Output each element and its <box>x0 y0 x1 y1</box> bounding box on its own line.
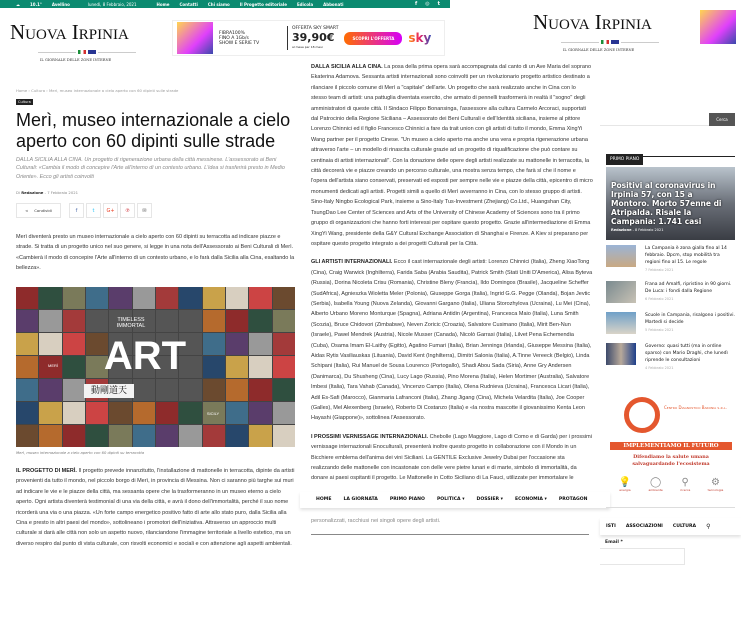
paragraph-text: Ecco il cast internazionale degli artisti: Lorenzo Chinnici (Italia), Zheng XiaoTong (Cina), Craig Warwick (Inghilterra), Farida Saba (Arabia Saudita), Patrick Smith (Stati Uniti D'America), Alisa Byteva (Russia), Dorina Nicoleta Crisu (Romania), Christine Bleny (Francia), Ildo Domingos (Brasile), Jacqueline Scheffer (SudAfrica), Agnieszka Wioletta Meler (Polonia), Giuseppe Gorga (Italia), Ingrid G.G. Pegge (Olanda), Bojan Jevtic (Serbia), Isabella Young (Nuova Zelanda), Giovanni Gargano (Italia), Uliana Storozhylova (Ucraina), Lu Mei (Cina), Alberto Urbano Moreno Monturque (Spagna), Adriana Antidin (Argentina), Francesca Maio (Italia), Luna Smith (Scozia), Bruce Chidovori (Zimbabwe), Neven Zoricic (Croazia), Salvatore Cusimano (Italia), Mirit Ben-Nun (Israele), Pawel Mendrek (Austria), Nicole Musser (Canada), Nicolò Garrasi (Italia), Lilvet Pena Echemendia (Cuba), Osama Imam El-Laithy (Egitto), Agatino Fumari (Italia), Brian Jennings (Irlanda), Giuseppe Messina (Italia), Aidas Rytis Vasiliauskas (Lituania), David Kent (Inghilterra), Dimitri Salonia (Italia), A.Tinne Vereeck (Belgio), Linda Schipani (Italia), Rui Manuel de Sousa Lourenco (Portogallo), Shadi Abou Sada (Siria), Anne Gry Andersen (Danimarca), Du Shusheng (Cina), Lucy Lago (Russia), Pino Morena (Italia), Helen Mortimer (Australia), Salvatore Imbesi (Italia), Tara Vahab (Canada), Vincenzo Campo (Italia), Olena Rudnieva (Ucraina), Francesca Licari (Italia), Adil Es-Safi (Marocco), Gianmaria Lafranconi (Italia), Zhang Jigang (Cina), Michela Velardita (Italia), Joe Cooper (Galles), Mel Alexenberg (Israele), Roberto Di Costanzo (Italia) e «la nostra mascotte il giovanissimo Kenta Leon Hayashi (Giappone)», sottolinea l'Assessorato. <box>311 259 593 422</box>
mosaic-tile <box>273 310 295 332</box>
article-paragraph-end: personalizzati, racchiusi nei singoli opere degli artisti. <box>311 517 441 524</box>
current-date: lunedì, 8 Febbraio, 2021 <box>87 1 137 7</box>
list-item-date: 4 Febbraio 2021 <box>645 366 674 370</box>
mosaic-tile <box>63 402 85 424</box>
primo-piano-header <box>606 145 735 162</box>
primo-piano-list <box>606 245 735 370</box>
site-logo-right[interactable]: Nuova Irpinia IL GIORNALE DELLE ZONE INTERNE <box>533 10 659 52</box>
mosaic-tile <box>63 333 85 355</box>
mosaic-tile <box>63 379 85 401</box>
mosaic-tile <box>273 356 295 378</box>
paragraph-text: Chebolle (Lago Maggiore, Lago di Como e di Garda) per i prossimi vernissage internazionali Enoculturali, presenterà inoltre questo progetto in collaborazione con il Mondo in un Bicchiere emblema dell'anima dei vini Siciliani. La GENTILE Exclusive Jewelry Dubai per l'occasione sta realizzando delle mattonelle con incastonate con delle vere pietre lunari e di marte, simbolo di immortalità, da donare ai paesi ospitanti il progetto. Le Mattonelle in Cotto Siciliano di La Fauci, utilizzate per immortalare le <box>311 433 592 482</box>
ad-line: FINO A 1Gb/s <box>219 35 249 41</box>
article-continuation <box>311 62 593 535</box>
instagram-icon[interactable]: ◎ <box>425 1 430 7</box>
facebook-share-icon[interactable]: f <box>69 203 84 218</box>
share-label: Condividi <box>34 208 52 213</box>
mosaic-tile <box>226 425 248 447</box>
thumbnail <box>606 312 636 334</box>
image-text-meri: MERÌ <box>48 363 58 368</box>
divider <box>311 534 589 535</box>
facebook-icon[interactable]: f <box>415 1 418 7</box>
ad-company: Centro Diagnostico Baronia s.r.l. <box>664 405 727 410</box>
mosaic-tile <box>226 402 248 424</box>
featured-date: 8 Febbraio 2021 <box>634 228 664 232</box>
list-item-date: 5 Febbraio 2021 <box>645 328 674 332</box>
email-share-icon[interactable]: ✉ <box>137 203 152 218</box>
breadcrumb-current: Merì, museo internazionale a cielo aperto con 60 dipinti sulle strade <box>49 88 179 93</box>
mosaic-tile <box>249 333 271 355</box>
mosaic-tile <box>249 287 271 309</box>
mosaic-tile <box>273 379 295 401</box>
mosaic-tile <box>179 310 201 332</box>
ad-image-right[interactable] <box>700 10 736 44</box>
mosaic-tile <box>249 402 271 424</box>
paragraph-heading: IL PROGETTO DI MERÌ. <box>16 468 77 474</box>
list-item[interactable] <box>606 312 735 334</box>
email-field[interactable] <box>600 548 685 565</box>
mosaic-tile <box>109 402 131 424</box>
paragraph-text: Il progetto prevede innanzitutto, l'installazione di mattonelle in terracotta, dipinte da artisti provenienti da tutto il mondo, nel piccolo borgo di Merì, in provincia di Messina. Non ci saranno più targhe sui muri ad indicare le vie e le piazze della città, ma sessanta opere che la trasformeranno in un museo eterno a cielo aperto. Ogni artista diventerà testimonial di una via della città, e avrà il dono dell'immortalità, perché il suo nome ricorderà una via o una piazza. «Un forte campo energetico positivo fatto di arte allo stato puro, dalla Sicilia alla Cina e presto in altri paesi del mondo», sottolineano i promotori dell'iniziativa. Attraverso un approccio multi culturale si darà alle città non solo un aspetto nuovo, rilanciandone l'immagine territoriale a livello estetico, ma un diverso respiro dal punto di vista culturale, con risvolti economici e sociali e con attenzione agli aspetti ambientali. <box>16 468 295 547</box>
image-caption: Merì, museo internazionale a cielo aperto con 60 dipinti su terracotta <box>16 451 145 455</box>
author-link[interactable]: Redazione <box>21 190 44 195</box>
mosaic-tile <box>203 425 225 447</box>
mosaic-tile <box>16 379 38 401</box>
ad-cta-button[interactable]: SCOPRI L'OFFERTA <box>344 32 402 45</box>
category-badge[interactable]: Cultura <box>18 100 31 104</box>
by-prefix: Di <box>16 190 20 195</box>
nav-economia[interactable]: ECONOMIA ▾ <box>514 497 547 503</box>
ad-line: FIBRA100% <box>219 30 245 36</box>
mosaic-tile <box>39 310 61 332</box>
mosaic-tile <box>86 402 108 424</box>
ad-logo-icon <box>624 397 660 433</box>
mosaic-tile <box>273 287 295 309</box>
list-item[interactable] <box>606 281 735 303</box>
mosaic-tile <box>156 287 178 309</box>
list-item-date: 6 Febbraio 2021 <box>645 297 674 301</box>
mosaic-tile <box>16 333 38 355</box>
image-text-sicily: SICILY <box>206 411 220 416</box>
mosaic-tile <box>86 425 108 447</box>
mosaic-tile <box>109 425 131 447</box>
weather-temp: 10.1° <box>30 1 42 7</box>
mosaic-tile <box>156 310 178 332</box>
mosaic-tile <box>16 287 38 309</box>
drop-icon: ◯ ambiente <box>648 477 663 492</box>
ad-icon-label: ricerca <box>680 488 691 492</box>
ad-slogan: Difendiamo la salute umana salvaguardando l'ecosistema <box>632 454 710 467</box>
list-item-date: 7 Febbraio 2021 <box>645 268 674 272</box>
ad-offer: OFFERTA SKY SMART <box>292 26 339 31</box>
mosaic-tile <box>226 287 248 309</box>
flags-icon <box>561 40 659 44</box>
breadcrumb: Home › Cultura › Merì, museo internazionale a cielo aperto con 60 dipinti sulle strade <box>16 88 179 93</box>
nav-politica[interactable]: POLITICA ▾ <box>436 497 465 503</box>
secondary-nav <box>600 518 741 535</box>
top-link-progetto[interactable]: Il Progetto editoriale <box>239 1 287 7</box>
mosaic-tile <box>249 356 271 378</box>
top-link-abbonati[interactable]: Abbonati <box>323 1 344 7</box>
thumbnail <box>606 281 636 303</box>
share-icon: < <box>25 208 29 213</box>
mosaic-tile <box>203 356 225 378</box>
top-link-home[interactable]: Home <box>156 1 170 7</box>
featured-title[interactable]: Positivi al coronavirus in Irpinia 57, con 15 a Montoro. Morto 57enne di Atripalda. Risale la Campania: 1.741 casi <box>611 181 722 226</box>
breadcrumb-cultura[interactable]: Cultura <box>31 88 46 93</box>
article-paragraph <box>311 62 593 249</box>
mosaic-tile <box>133 379 155 401</box>
mosaic-tile <box>179 425 201 447</box>
ad-icon-label: ambiente <box>648 488 663 492</box>
section-title: PRIMO PIANO <box>606 154 643 165</box>
mosaic-tile <box>273 333 295 355</box>
mosaic-tile <box>63 310 85 332</box>
search-icon[interactable]: ⚲ <box>706 523 711 530</box>
mosaic-tile <box>226 333 248 355</box>
mosaic-tile <box>63 356 85 378</box>
top-bar <box>0 0 450 8</box>
mosaic-tile <box>156 402 178 424</box>
mosaic-tile <box>16 425 38 447</box>
mosaic-tile <box>156 379 178 401</box>
email-label: Email * <box>605 540 623 545</box>
list-item[interactable] <box>606 245 735 272</box>
mosaic-tile <box>273 402 295 424</box>
list-item-title[interactable]: Frana ad Amalfi, ripristino in 90 giorni. De Luca: i fondi dalla Regione <box>645 282 732 294</box>
mosaic-tile <box>249 425 271 447</box>
ad-headline: IMPLEMENTIAMO IL FUTURO <box>610 442 732 450</box>
ad-line: SHOW E SERIE TV <box>219 40 260 46</box>
mosaic-tile <box>16 310 38 332</box>
paragraph-heading: GLI ARTISTI INTERNAZIONALI. <box>311 259 393 266</box>
mosaic-tile <box>39 379 61 401</box>
flags-icon <box>38 50 136 54</box>
mosaic-tile <box>133 287 155 309</box>
search-input[interactable] <box>600 113 709 126</box>
mosaic-tile <box>203 333 225 355</box>
ad-note: al mese per 18 mesi <box>292 45 323 49</box>
list-item-title[interactable]: Governo: quasi tutti (ma in ordine sparso) con Mario Draghi, che lunedì riprende le consultazioni <box>645 344 728 363</box>
nav-home[interactable]: HOME <box>316 497 332 503</box>
image-text-timeless <box>108 317 154 329</box>
mosaic-tile <box>226 379 248 401</box>
mosaic-tile <box>179 287 201 309</box>
ad-icon-label: energia <box>619 488 631 492</box>
mosaic-tile <box>156 425 178 447</box>
nav-protagonisti[interactable]: PROTAGON <box>558 497 588 503</box>
mosaic-tile <box>63 425 85 447</box>
weather-city: Avellino <box>51 1 70 7</box>
nav-cultura[interactable]: CULTURA <box>672 524 697 529</box>
mosaic-tile <box>203 287 225 309</box>
mosaic-tile <box>109 287 131 309</box>
image-text: IMMORTAL <box>116 323 146 329</box>
mosaic-tile <box>86 287 108 309</box>
weather-icon: ☁ <box>16 1 20 7</box>
top-link-edicola[interactable]: Edicola <box>296 1 314 7</box>
sky-ad-banner[interactable] <box>172 20 445 56</box>
mosaic-tile <box>39 287 61 309</box>
mosaic-tile <box>133 425 155 447</box>
google-plus-share-icon[interactable]: G+ <box>103 203 118 218</box>
article-paragraph <box>311 432 593 484</box>
mosaic-tile <box>63 287 85 309</box>
publish-date: 7 Febbraio 2021 <box>47 190 79 195</box>
list-item-title[interactable]: Scuole in Campania, risalgono i positivi. Martedì si decide <box>645 313 735 325</box>
nav-primo-piano[interactable]: PRIMO PIANO <box>389 497 425 503</box>
image-text-art: ART <box>103 334 187 378</box>
paragraph-heading: DALLA SICILIA ALLA CINA. <box>311 64 383 70</box>
featured-article[interactable]: Positivi al coronavirus in Irpinia 57, con 15 a Montoro. Morto 57enne di Atripalda. Risale la Campania: 1.741 casi Redazione - 8 Febbraio 2021 <box>606 167 735 240</box>
list-item-title[interactable]: La Campania è zona gialla fino al 14 febbraio. Dpcm, stop mobilità tra regioni fino al 15. Le regole <box>645 246 727 265</box>
mosaic-tile <box>39 333 61 355</box>
paragraph-text: La posa della prima opera sarà accompagnata dal canto di un Ave Maria del soprano Ekaterina Adamova. Sessanta artisti internazionali sono coinvolti per un rivoluzionario progetto artistico destinato a rilanciare il piccolo comune di Merì a "capitale" dell'arte. Un progetto che sarà realizzato anche in Cina con lo stesso team di artisti: una pattuglia diventata esercito, che armato di pennelli trasformerà in realtà il "sogno" degli amministratori di queste città. Il Sindaco Filippo Bonansinga, l'assessore alla cultura Carmelo Arcoraci, supportati dal Patrocinio della Regione Siciliana – Assessorato dei Beni Culturali e dell'Identità siciliana, insieme al pittore Lorenzo Chinnici ed il figlio Francesco Chinnici a fare da trait union con gli artisti di tutto il mondo, Emma XingYi Wang partner per il progetto Cinese. "Un museo a cielo aperto ma anche una vera e propria rigenerazione urbana attraverso l'arte – un modello di rinascita culturale grazie ad un progetto di riqualificazione che può contare su centinaia di artisti internazionali". Con la donazione delle opere degli artisti realizzate su mattonelle in terracotta, la città decorerà vie e piazze creando un percorso culturale, una mostra senza tempo, che farà sì che il nome e l'opera dell'artista siano conservati, preservati ed esposti per sempre nelle vie e piazze della città, epicentro di micro monumenti dedicati agli artisti. Progetti simili a quello di Merì avverranno in Cina, con lo stesso gruppo di artisti. Sino-Italy Ningbo Ecological Park, insieme a Sino-Italy Tus-Investment (Zhejiang) Co.Ltd., Huangshan City, TsungDao Lee Center of Sciences and Arts of the University of Chinese Academy of Sciences sono tra il primo gruppo di organizzazioni che hanno forti interessi per ospitare questo progetto. Grazie all'intermediazione di Emma XingYi Wang, presidente della G&Y Cultural Exchange Association di Shanghai e Firenze. A Kiev si preparano per ospitare questo progetto integrato a dei progetti Culturali per la Città. <box>311 64 593 247</box>
article-title: Merì, museo internazionale a cielo aperto con 60 dipinti sulle strade <box>16 110 291 151</box>
mosaic-tile <box>226 356 248 378</box>
centro-diagnostico-ad[interactable] <box>606 395 735 508</box>
thumbnail <box>606 245 636 267</box>
article-paragraph <box>311 257 593 424</box>
mosaic-tile <box>86 310 108 332</box>
image-text-chinese: 動剛道天 <box>84 384 134 398</box>
mosaic-tile <box>39 402 61 424</box>
mosaic-tile <box>179 379 201 401</box>
nav-la-giornata[interactable]: LA GIORNATA <box>343 497 378 503</box>
mosaic-tile <box>16 402 38 424</box>
mosaic-tile <box>249 310 271 332</box>
mosaic-tile <box>203 379 225 401</box>
bulb-icon: 💡 energia <box>618 477 632 492</box>
article-subtitle: DALLA SICILIA ALLA CINA. Un progetto di rigenerazione urbana della città messinese. L'assessorato ai Beni Culturali: «Cambia il modo di concepire l'Arte all'interno di un contesto urbano. L'idea si trasferirà presto in Medio Oriente». Ecco gli artisti coinvolti <box>16 157 285 180</box>
site-logo[interactable]: Nuova Irpinia IL GIORNALE DELLE ZONE INTERNE <box>10 20 136 62</box>
mosaic-tile <box>273 425 295 447</box>
mosaic-tile <box>179 402 201 424</box>
top-link-contatti[interactable]: Contatti <box>179 1 198 7</box>
mosaic-tile <box>39 425 61 447</box>
top-link-chi-siamo[interactable]: Chi siamo <box>207 1 230 7</box>
paragraph-heading: I PROSSIMI VERNISSAGE INTERNAZIONALI. <box>311 433 429 440</box>
pinterest-share-icon[interactable]: ℗ <box>120 203 135 218</box>
twitter-share-icon[interactable]: t <box>86 203 101 218</box>
nav-artisti[interactable]: ISTI <box>606 524 616 529</box>
mosaic-tile <box>133 402 155 424</box>
search-button[interactable]: Cerca <box>709 113 735 126</box>
mosaic-tile <box>16 356 38 378</box>
share-bar <box>16 203 152 218</box>
mosaic-tile <box>226 310 248 332</box>
thumbnail <box>606 343 636 365</box>
mosaic-tile <box>203 310 225 332</box>
microscope-icon: ⚲ ricerca <box>680 477 691 492</box>
ad-icon-label: tecnologia <box>707 488 724 492</box>
main-nav <box>300 492 610 508</box>
nav-dossier[interactable]: DOSSIER ▾ <box>476 497 503 503</box>
ad-price: 39,90€ <box>292 31 335 44</box>
mosaic-tile <box>249 379 271 401</box>
share-button[interactable] <box>16 203 61 218</box>
list-item[interactable] <box>606 343 735 370</box>
nav-associazioni[interactable]: ASSOCIAZIONI <box>625 524 663 529</box>
twitter-icon[interactable]: t <box>437 1 440 7</box>
image-text: TIMELESS <box>117 317 145 323</box>
article-intro: Merì diventerà presto un museo internazionale a cielo aperto con 60 dipinti su terracotta ad indicare piazze e strade. Si tratta di un progetto unico nel suo genere, si legge in una nota dell'Assessorato ai Beni Culturali di Merì. «Cambierà il modo di concepire l'Arte all'interno di un contesto urbano, e lo farà dalla Sicilia alla Cina, esaltando la bellezza». <box>16 234 295 272</box>
breadcrumb-home[interactable]: Home <box>16 88 28 93</box>
byline: Di Redazione - 7 Febbraio 2021 <box>16 190 79 195</box>
sky-logo: sky <box>408 31 432 45</box>
featured-author[interactable]: Redazione <box>611 228 632 232</box>
ad-image <box>177 22 213 54</box>
gears-icon: ⚙ tecnologia <box>707 477 724 492</box>
article-paragraph <box>16 466 298 549</box>
